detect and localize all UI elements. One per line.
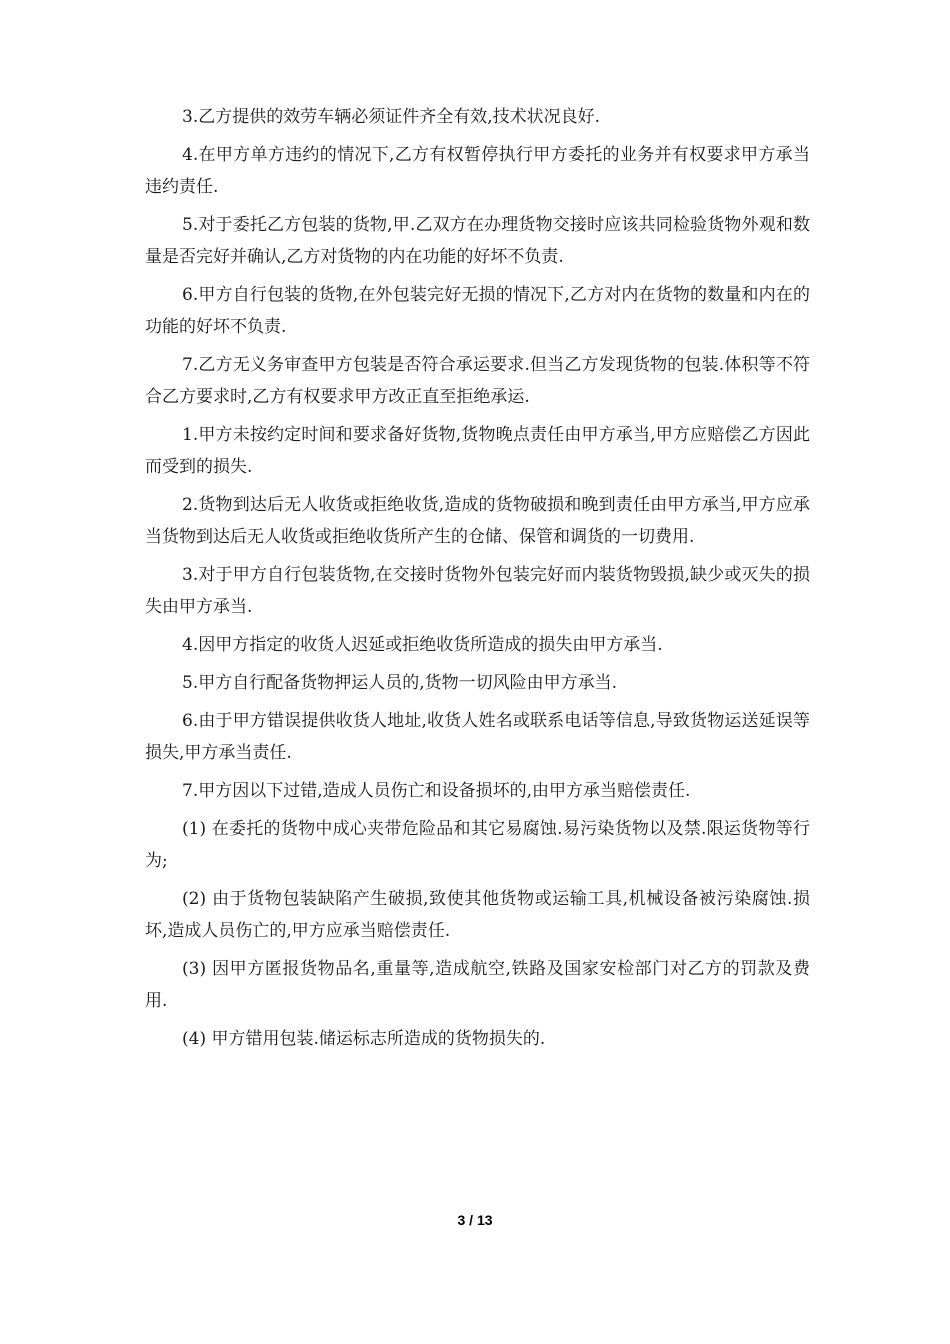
paragraph: (2) 由于货物包装缺陷产生破损,致使其他货物或运输工具,机械设备被污染腐蚀.损坏,造成人员伤亡的,甲方应承当赔偿责任.: [145, 889, 810, 941]
paragraph: 7.乙方无义务审查甲方包装是否符合承运要求.但当乙方发现货物的包装.体积等不符合乙方要求时,乙方有权要求甲方改正直至拒绝承运.: [145, 355, 810, 407]
paragraph: (3) 因甲方匿报货物品名,重量等,造成航空,铁路及国家安检部门对乙方的罚款及费用.: [145, 959, 810, 1011]
paragraph: 3.乙方提供的效劳车辆必须证件齐全有效,技术状况良好.: [182, 107, 601, 127]
paragraph: 4.因甲方指定的收货人迟延或拒绝收货所造成的损失由甲方承当.: [182, 635, 663, 655]
paragraph: 5.对于委托乙方包装的货物,甲.乙双方在办理货物交接时应该共同检验货物外观和数量是否完好并确认,乙方对货物的内在功能的好坏不负责.: [145, 215, 810, 267]
document-body: [145, 101, 810, 1061]
paragraph: (4) 甲方错用包装.储运标志所造成的货物损失的.: [182, 1029, 546, 1049]
paragraph: 5.甲方自行配备货物押运人员的,货物一切风险由甲方承当.: [182, 673, 618, 693]
paragraph: (1) 在委托的货物中成心夹带危险品和其它易腐蚀.易污染货物以及禁.限运货物等行为;: [145, 819, 810, 871]
page-number: 3 / 13: [457, 1212, 493, 1228]
paragraph: 6.由于甲方错误提供收货人地址,收货人姓名或联系电话等信息,导致货物运送延误等损失,甲方承当责任.: [145, 711, 810, 763]
paragraph: 2.货物到达后无人收货或拒绝收货,造成的货物破损和晚到责任由甲方承当,甲方应承当货物到达后无人收货或拒绝收货所产生的仓储、保管和调货的一切费用.: [145, 495, 810, 547]
paragraph: 3.对于甲方自行包装货物,在交接时货物外包装完好而内装货物毁损,缺少或灭失的损失由甲方承当.: [145, 565, 810, 617]
paragraph: 6.甲方自行包装的货物,在外包装完好无损的情况下,乙方对内在货物的数量和内在的功能的好坏不负责.: [145, 285, 810, 337]
paragraph: 4.在甲方单方违约的情况下,乙方有权暂停执行甲方委托的业务并有权要求甲方承当违约责任.: [145, 145, 810, 197]
paragraph: 1.甲方未按约定时间和要求备好货物,货物晚点责任由甲方承当,甲方应赔偿乙方因此而受到的损失.: [145, 425, 810, 477]
paragraph: 7.甲方因以下过错,造成人员伤亡和设备损坏的,由甲方承当赔偿责任.: [182, 781, 691, 801]
